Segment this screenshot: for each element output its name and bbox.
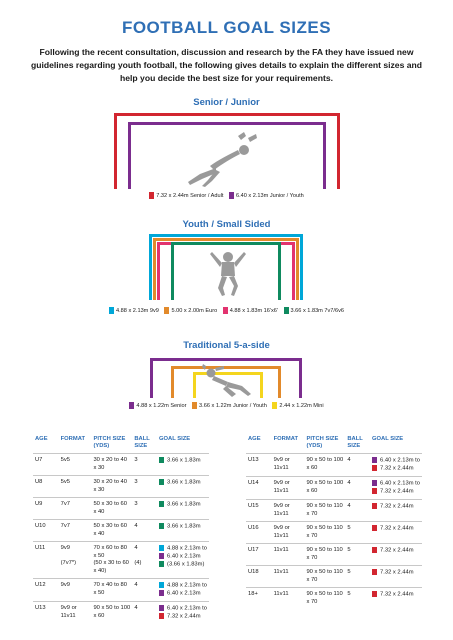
goal-color-swatch [159, 457, 164, 463]
goal-size-text: (3.66 x 1.83m) [167, 561, 205, 568]
cell-pitch: 90 x 50 to 110 x 70 [304, 500, 345, 522]
cell-age: U18 [246, 566, 272, 588]
cell-pitch: 70 x 40 to 80 x 50 [91, 579, 132, 602]
goal-size-entry [372, 547, 420, 555]
cell-age: U13 [246, 454, 272, 477]
cell-age: U8 [33, 476, 59, 498]
cell-ball: 3 [132, 454, 157, 476]
cell-goal [157, 579, 209, 602]
cell-format: 11v11 [272, 588, 305, 610]
table-row [33, 454, 209, 476]
cell-format: 9v9 or 11v11 [272, 454, 305, 477]
legend-label: 6.40 x 2.13m Junior / Youth [235, 192, 304, 199]
goal-size-entry [372, 465, 420, 473]
goalkeeper-saving-icon [202, 364, 254, 398]
section-title-youth: Youth / Small Sided [182, 219, 271, 230]
age-table-left [33, 436, 209, 624]
cell-format: 11v11 [272, 544, 305, 566]
section-title-senior: Senior / Junior [193, 97, 260, 108]
header-age: AGE [248, 436, 261, 442]
table-row [33, 602, 209, 625]
goal-size-entry [159, 501, 207, 509]
cell-ball: 4 [345, 500, 370, 522]
age-table-right [246, 436, 422, 609]
goal-size-entry [372, 488, 420, 496]
cell-age: U12 [33, 579, 59, 602]
goal-color-swatch [372, 488, 377, 494]
goal-size-entry [159, 545, 207, 553]
cell-ball: 4 [132, 602, 157, 625]
cell-goal [157, 476, 209, 498]
cell-pitch: 30 x 20 to 40 x 30 [91, 454, 132, 476]
cell-pitch: 30 x 20 to 40 x 30 [91, 476, 132, 498]
goal-color-swatch [159, 613, 164, 619]
legend-label: 4.88 x 2.13m 9v9 [116, 307, 159, 314]
legend-item [149, 192, 223, 199]
header-goal: GOAL SIZE [372, 436, 404, 442]
cell-age: U15 [246, 500, 272, 522]
cell-age: U13 [33, 602, 59, 625]
legend-label: 4.88 x 1.83m 16'x6' [229, 307, 278, 314]
cell-goal [370, 544, 422, 566]
table-row [33, 520, 209, 542]
swatch-yellow [272, 402, 277, 409]
legend-senior [0, 192, 453, 199]
cell-goal [370, 522, 422, 544]
goalkeeper-diving-icon [186, 130, 266, 188]
cell-format: 7v7 [59, 498, 92, 520]
table-header-row [33, 436, 209, 454]
table-row [33, 476, 209, 498]
swatch-pink [223, 307, 228, 314]
goal-size-entry [159, 561, 207, 569]
cell-ball: 5 [345, 544, 370, 566]
legend-item [164, 307, 217, 314]
table-row [246, 454, 422, 477]
cell-age: U9 [33, 498, 59, 520]
goal-color-swatch [159, 523, 164, 529]
section-title-fiveaside: Traditional 5-a-side [183, 340, 270, 351]
cell-format: 9v9 or 11v11 [272, 522, 305, 544]
cell-format: 9v9 or 11v11 [59, 602, 92, 625]
cell-format: 11v11 [272, 566, 305, 588]
goal-color-swatch [372, 547, 377, 553]
cell-age: U7 [33, 454, 59, 476]
legend-label: 2.44 x 1.22m Mini [279, 402, 324, 409]
goal-size-text: 7.32 x 2.44m [380, 525, 414, 532]
goal-color-swatch [372, 503, 377, 509]
goal-color-swatch [372, 569, 377, 575]
goal-color-swatch [159, 501, 164, 507]
goal-color-swatch [159, 582, 164, 588]
cell-goal [370, 477, 422, 500]
cell-format: 9v9 or 11v11 [272, 477, 305, 500]
cell-goal [157, 454, 209, 476]
legend-item [192, 402, 267, 409]
cell-format: 5v5 [59, 476, 92, 498]
goal-size-text: 3.66 x 1.83m [167, 523, 201, 530]
cell-age: 18+ [246, 588, 272, 610]
table-row [246, 500, 422, 522]
table-row [246, 544, 422, 566]
header-ball: BALL SIZE [134, 436, 150, 449]
cell-ball: 3 [132, 476, 157, 498]
goal-size-entry [159, 605, 207, 613]
legend-label: 3.66 x 1.83m 7v7/6v6 [290, 307, 344, 314]
legend-label: 4.88 x 1.22m Senior [136, 402, 187, 409]
legend-item [272, 402, 323, 409]
legend-label: 3.66 x 1.22m Junior / Youth [199, 402, 267, 409]
goal-color-swatch [372, 525, 377, 531]
legend-item [129, 402, 186, 409]
cell-ball: 4 [132, 520, 157, 542]
cell-ball: 5 [345, 522, 370, 544]
goal-color-swatch [159, 479, 164, 485]
header-pitch: PITCH SIZE (YDS) [306, 436, 339, 449]
goal-size-entry [372, 569, 420, 577]
cell-goal [157, 520, 209, 542]
goal-size-entry [159, 553, 207, 561]
cell-ball: 3 [132, 498, 157, 520]
cell-pitch: 90 x 50 to 110 x 70 [304, 522, 345, 544]
table-row [246, 588, 422, 610]
goal-color-swatch [372, 457, 377, 463]
cell-pitch: 90 x 50 to 100 x 60 [304, 454, 345, 477]
cell-goal [370, 588, 422, 610]
table-header-row [246, 436, 422, 454]
cell-goal [157, 498, 209, 520]
cell-age: U17 [246, 544, 272, 566]
goal-color-swatch [372, 480, 377, 486]
goal-color-swatch [372, 465, 377, 471]
cell-format: 7v7 [59, 520, 92, 542]
goal-size-text: 4.88 x 2.13m to [167, 545, 207, 552]
goal-color-swatch [159, 590, 164, 596]
goal-size-entry [159, 523, 207, 531]
legend-fiveaside [0, 402, 453, 409]
cell-age: U11 [33, 542, 59, 579]
goal-size-text: 7.32 x 2.44m [380, 547, 414, 554]
table-row [246, 522, 422, 544]
goal-size-text: 6.40 x 2.13m to [380, 480, 420, 487]
cell-goal [370, 454, 422, 477]
header-age: AGE [35, 436, 48, 442]
swatch-orange [164, 307, 169, 314]
cell-age: U14 [246, 477, 272, 500]
cell-pitch: 50 x 30 to 60 x 40 [91, 498, 132, 520]
goal-size-text: 3.66 x 1.83m [167, 479, 201, 486]
goal-size-text: 7.32 x 2.44m [380, 465, 414, 472]
cell-goal [370, 566, 422, 588]
cell-ball: 4 [345, 477, 370, 500]
goal-size-entry [372, 591, 420, 599]
legend-item [223, 307, 278, 314]
header-ball: BALL SIZE [347, 436, 363, 449]
cell-pitch: 90 x 50 to 110 x 70 [304, 544, 345, 566]
goal-size-entry [159, 479, 207, 487]
goal-size-text: 3.66 x 1.83m [167, 457, 201, 464]
goal-size-entry [372, 503, 420, 511]
legend-item [229, 192, 304, 199]
goal-color-swatch [159, 605, 164, 611]
cell-goal [157, 542, 209, 579]
header-format: FORMAT [273, 436, 298, 442]
intro-text: Following the recent consultation, discussion and research by the FA they have issued new guidelines regarding youth football, the following gives details to explain the different sizes and help you decide the best size for your requirements. [30, 47, 423, 83]
goal-size-text: 7.32 x 2.44m [380, 503, 414, 510]
swatch-cyan [109, 307, 114, 314]
cell-format: 9v9 [59, 579, 92, 602]
goal-size-text: 7.32 x 2.44m [380, 569, 414, 576]
goal-color-swatch [159, 553, 164, 559]
header-format: FORMAT [60, 436, 85, 442]
cell-pitch: 90 x 50 to 110 x 70 [304, 588, 345, 610]
swatch-purple [129, 402, 134, 409]
goal-size-entry [372, 480, 420, 488]
cell-goal [157, 602, 209, 625]
goal-size-entry [159, 457, 207, 465]
goal-size-text: 6.40 x 2.13m to [380, 457, 420, 464]
cell-pitch: 90 x 50 to 100 x 60 [304, 477, 345, 500]
goal-size-entry [159, 582, 207, 590]
goal-size-entry [159, 590, 207, 598]
goal-color-swatch [159, 561, 164, 567]
cell-ball: 4 [132, 579, 157, 602]
legend-label: 5.00 x 2.00m Euro [171, 307, 218, 314]
cell-pitch: 90 x 50 to 100 x 60 [91, 602, 132, 625]
goal-size-text: 3.66 x 1.83m [167, 501, 201, 508]
goal-color-swatch [159, 545, 164, 551]
cell-ball: 5 [345, 588, 370, 610]
goalkeeper-jumping-icon [208, 248, 248, 298]
swatch-orange [192, 402, 197, 409]
header-pitch: PITCH SIZE (YDS) [93, 436, 126, 449]
goal-size-text: 4.88 x 2.13m to [167, 582, 207, 589]
page-title: FOOTBALL GOAL SIZES [121, 18, 332, 37]
goal-size-text: 6.40 x 2.13m [167, 553, 201, 560]
cell-ball: 4 (4) [132, 542, 157, 579]
cell-age: U10 [33, 520, 59, 542]
legend-item [109, 307, 159, 314]
table-row [246, 477, 422, 500]
legend-youth [0, 307, 453, 314]
cell-ball: 4 [345, 454, 370, 477]
swatch-red [149, 192, 154, 199]
cell-pitch: 90 x 50 to 110 x 70 [304, 566, 345, 588]
legend-label: 7.32 x 2.44m Senior / Adult [156, 192, 224, 199]
table-row [246, 566, 422, 588]
swatch-purple [229, 192, 234, 199]
header-goal: GOAL SIZE [159, 436, 191, 442]
cell-age: U16 [246, 522, 272, 544]
swatch-green [284, 307, 289, 314]
table-row [33, 498, 209, 520]
goal-size-text: 7.32 x 2.44m [167, 613, 201, 620]
legend-item [284, 307, 345, 314]
cell-pitch: 50 x 30 to 60 x 40 [91, 520, 132, 542]
cell-pitch: 70 x 60 to 80 x 50 (50 x 30 to 60 x 40) [91, 542, 132, 579]
cell-ball: 5 [345, 566, 370, 588]
table-row [33, 542, 209, 579]
table-row [33, 579, 209, 602]
goal-size-entry [372, 457, 420, 465]
goal-size-text: 6.40 x 2.13m to [167, 605, 207, 612]
goal-size-text: 7.32 x 2.44m [380, 488, 414, 495]
cell-format: 5v5 [59, 454, 92, 476]
goal-size-entry [372, 525, 420, 533]
cell-format: 9v9 (7v7*) [59, 542, 92, 579]
cell-format: 9v9 or 11v11 [272, 500, 305, 522]
cell-goal [370, 500, 422, 522]
goal-color-swatch [372, 591, 377, 597]
goal-size-entry [159, 613, 207, 621]
goal-size-text: 7.32 x 2.44m [380, 591, 414, 598]
goal-size-text: 6.40 x 2.13m [167, 590, 201, 597]
